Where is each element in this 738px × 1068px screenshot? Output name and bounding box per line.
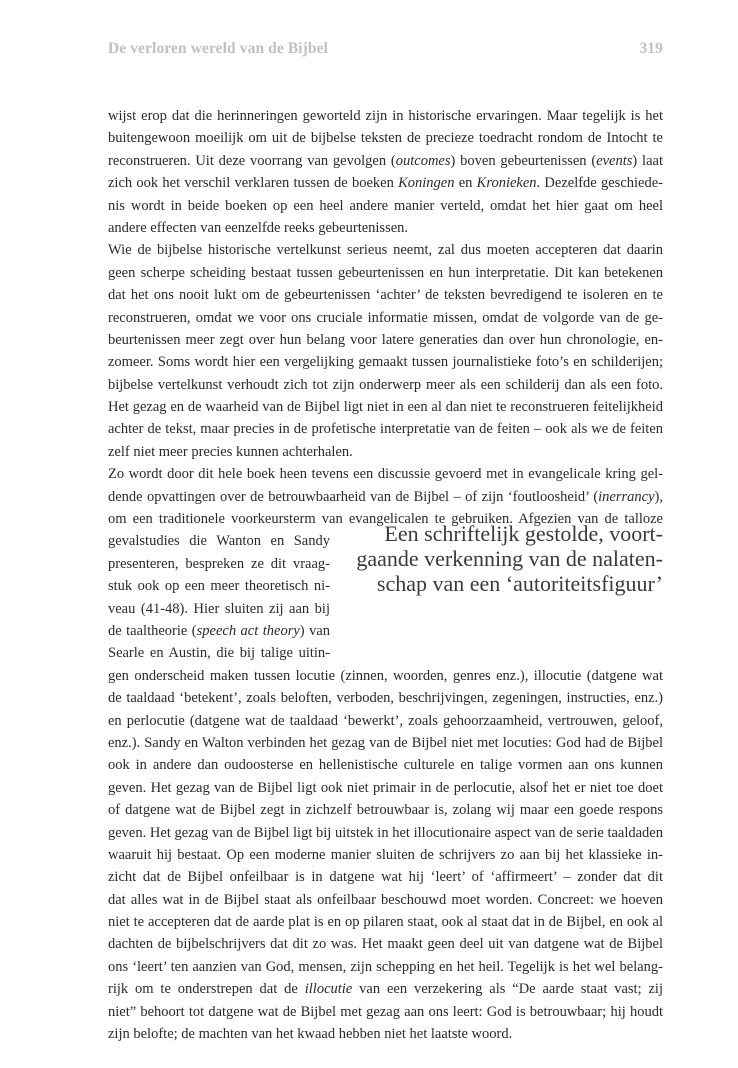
running-head [108, 40, 663, 58]
text-line: Searle en Austin, die bij talige uitin- [108, 645, 330, 662]
text-line: andere effecten van eenzelfde reeks gebeurtenissen. [108, 219, 409, 236]
text-line: reconstrueren. Uit deze voorrang van gevolgen (outcomes) boven gebeurtenissen (events) laat [108, 152, 663, 169]
text-line: niet” behoort tot datgene wat de Bijbel met gezag aan ons leert: God is betrouwbaar; hij houdt [108, 1003, 663, 1020]
text-line: geen scherpe scheiding bestaat tussen gebeurtenissen en hun interpretatie. Dit kan betekenen [108, 264, 663, 281]
text-line: zich ook het verschil verklaren tussen de boeken Koningen en Kronieken. Dezelfde geschiede- [108, 175, 663, 192]
text-line: bijbelse vertelkunst verhoudt zich tot zijn onderwerp meer als een schilderij dan als een foto. [108, 376, 663, 393]
text-line: Het gezag en de waarheid van de Bijbel ligt niet in een al dan niet te reconstrueren feitelijkheid [108, 399, 663, 416]
text-line: geven. Het gezag van de Bijbel ligt ook niet primair in de perlocutie, alsof het er niet toe doet [108, 779, 663, 796]
text-line: enz.). Sandy en Walton verbinden het gezag van de Bijbel niet met locuties: God had de Bijbel [108, 734, 663, 751]
text-line: presenteren, bespreken ze dit vraag- [108, 555, 330, 572]
text-line: gevalstudies die Wanton en Sandy [108, 533, 330, 550]
text-line: veau (41-48). Hier sluiten zij aan bij [108, 600, 330, 617]
running-head-title: De verloren wereld van de Bijbel [108, 40, 329, 57]
text-line: zelf niet meer precies kunnen achterhalen. [108, 443, 353, 460]
text-line: dat het ons nooit lukt om de gebeurtenissen ‘achter’ de teksten bevredigend te isoleren en te [108, 287, 663, 304]
text-line: beurtenissen meer zegt over hun belang voor latere generaties dan over hun chronologie, en- [108, 331, 663, 348]
text-line: geven. Het gezag van de Bijbel ligt bij uitstek in het illocutionaire aspect van de serie taaldaden [108, 824, 663, 841]
narrow-column [108, 530, 330, 664]
text-line: waaruit hij bestaat. Op een moderne manier sluiten de schrijvers zo aan bij het klassieke in- [108, 846, 663, 863]
pull-quote-line: schap van een ‘autoriteitsfiguur’ [376, 571, 663, 596]
text-line: dat alles wat in de Bijbel staat als onfeilbaar beschouwd moet worden. Concreet: we hoeven [108, 891, 663, 908]
text-line: buitengewoon moeilijk om uit de bijbelse teksten de precieze toedracht rondom de Intocht te [108, 130, 663, 147]
pull-quote-line: Een schriftelijk gestolde, voort- [384, 521, 663, 546]
text-line: ons ‘leert’ ten aanzien van God, mensen, zijn schepping en het heil. Tegelijk is het wel belang- [108, 958, 663, 975]
text-line: rijk om te onderstrepen dat de illocutie van een verzekering als “De aarde staat vast; zij [108, 981, 663, 998]
text-line: zicht dat de Bijbel onfeilbaar is in datgene wat hij ‘leert’ of ‘affirmeert’ – zonder dat dit [108, 869, 663, 886]
text-line: nis wordt in beide boeken op een heel andere manier verteld, omdat het hier gaat om heel [108, 197, 663, 214]
text-line: dachten de bijbelschrijvers dat dit zo was. Het maakt geen deel uit van datgene wat de Bijbel [108, 936, 663, 953]
text-line: de taaltheorie (speech act theory) van [108, 622, 330, 639]
text-line: gen onderscheid maken tussen locutie (zinnen, woorden, genres enz.), illocutie (datgene wat [108, 667, 663, 684]
text-line: zomeer. Soms wordt hier een vergelijking gemaakt tussen journalistieke foto’s en schilderijen; [108, 354, 663, 371]
pull-quote [330, 521, 663, 596]
text-line: Zo wordt door dit hele boek heen tevens een discussie gevoerd met in evangelicale kring gel- [108, 466, 663, 483]
text-line: stuk ook op een meer theoretisch ni- [108, 578, 330, 595]
text-line: wijst erop dat die herinneringen geworteld zijn in historische ervaringen. Maar tegelijk is het [108, 108, 663, 124]
text-line: Wie de bijbelse historische vertelkunst serieus neemt, zal dus moeten accepteren dat daarin [108, 242, 663, 259]
text-line: en perlocutie (datgene wat de taaldaad ‘bewerkt’, zoals gehoorzaamheid, vertrouwen, geloof, [108, 712, 663, 729]
text-line: dende opvattingen over de betrouwbaarheid van de Bijbel – of zijn ‘foutloosheid’ (inerrancy), [108, 488, 663, 505]
text-line: niet te accepteren dat de aarde plat is en op pilaren staat, ook al staat dat in de Bijbel, en ook al [108, 914, 663, 931]
page-number: 319 [639, 40, 663, 57]
text-line: ook in andere dan oudoosterse en hellenistische culturele en talige vormen aan ons kunnen [108, 757, 663, 774]
text-line: de taaldaad ‘betekent’, zoals beloften, verboden, beschrijvingen, zegeningen, instructies, enz.) [108, 690, 663, 707]
text-line: of datgene wat de Bijbel zegt in zichzelf betrouwbaar is, zolang wij maar een goede respons [108, 802, 663, 819]
pull-quote-line: gaande verkenning van de nalaten- [356, 546, 663, 571]
text-line: achter de tekst, maar precies in de profetische interpretatie van de feiten – ook als we de feiten [108, 421, 663, 438]
text-line: om een traditionele voorkeursterm van evangelicalen te gebruiken. Afgezien van de talloze [108, 511, 663, 528]
text-line: reconstrueren, omdat we voor ons cruciale informatie missen, omdat de volgorde van de ge- [108, 309, 663, 326]
text-line: zijn belofte; de machten van het kwaad hebben niet het laatste woord. [108, 1026, 513, 1043]
